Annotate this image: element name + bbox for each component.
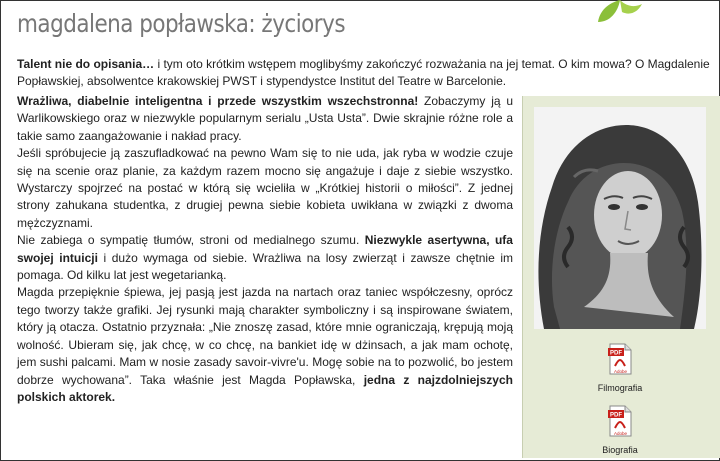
bio-text-3a: Nie zabiega o sympatię tłumów, stroni od medialnego szumu. xyxy=(17,233,365,248)
bio-text-4: Magda przepięknie śpiewa, jej pasją jest jazda na nartach oraz taniec współczesny, oprócz tego tworzy także grafiki. Jej rysunki mają charakter symboliczny i są inspirowane światem, który ją otacza. Ostatnio przyznała: „Nie znoszę zasad, które mnie ograniczają, krępują moją wolność. Ubieram się, jak chcę, w co chcę, na bankiet idę w dżinsach, a jak mam ochotę, jem sushi palcami. Mam w nosie zasady savoir-vivre'u. Mogę sobie na to pozwolić, bo jestem dobrze wychowana”. Taka właśnie jest Magda Popławska, xyxy=(17,285,513,387)
intro-paragraph xyxy=(17,56,717,91)
pdf-adobe-icon xyxy=(607,404,633,438)
bio-paragraph-2: Jeśli spróbujecie ją zaszufladkować na pewno Wam się to nie uda, jak ryba w wodzie czuje się na scenie oraz planie, za każdym razem mocno się angażuje i daje z siebie wszystko. Wystarczy spojrzeć na postać w którą się wcieliła w „Krótkiej historii o miłości”. Z jednej strony zahukana studentka, z drugiej pewna siebie kobieta uwikłana w związki z dwoma mężczyznami. xyxy=(17,146,513,230)
intro-lead: Talent nie do opisania… xyxy=(17,57,155,71)
sidebar xyxy=(522,96,720,458)
bio-paragraph-1 xyxy=(17,93,513,145)
bio-highlight-3: Niezwykle asertywna, ufa swojej intuicji xyxy=(17,233,513,265)
bio-paragraph-4 xyxy=(17,284,513,406)
filmografia-download[interactable] xyxy=(560,342,680,393)
pdf-adobe-icon xyxy=(607,342,633,376)
bio-highlight-1: Wrażliwa, diabelnie inteligentna i przede wszystkim wszechstronna! xyxy=(17,94,419,108)
bio-text-3b: i dużo wymaga od siebie. Wrażliwa na losy zwierząt i zawsze chętnie im pomaga. Od kilku lat jest wegetarianką. xyxy=(17,250,513,283)
bio-paragraph-3 xyxy=(17,232,513,284)
portrait-image xyxy=(534,107,706,329)
filmografia-label[interactable]: Filmografia xyxy=(597,383,643,393)
svg-text:Adobe: Adobe xyxy=(613,431,628,436)
svg-text:PDF: PDF xyxy=(610,350,622,357)
svg-text:Adobe: Adobe xyxy=(613,369,628,374)
bio-highlight-4: jedna z najzdolniejszych polskich aktorek. xyxy=(17,372,513,404)
biografia-label[interactable]: Biografia xyxy=(602,445,638,455)
leaf-decoration-icon xyxy=(590,0,650,30)
biografia-download[interactable] xyxy=(560,404,680,455)
intro-text: i tym oto krótkim wstępem moglibyśmy zakończyć rozważania na jej temat. O kim mowa? O Magdalenie Popławskiej, absolwentce krakowskiej PWST i stypendystce Institut del Teatre w Barcelonie. xyxy=(17,57,710,89)
bio-body xyxy=(17,93,513,406)
svg-text:PDF: PDF xyxy=(610,412,622,419)
bio-text-1: Zobaczymy ją u Warlikowskiego oraz w niezwykle popularnym serialu „Usta Usta”. Dwie skrajnie różne role a takie samo zaangażowanie i nakład pracy. xyxy=(17,94,513,143)
page-title: magdalena popławska: życiorys xyxy=(17,9,346,38)
portrait-photo xyxy=(534,107,706,329)
